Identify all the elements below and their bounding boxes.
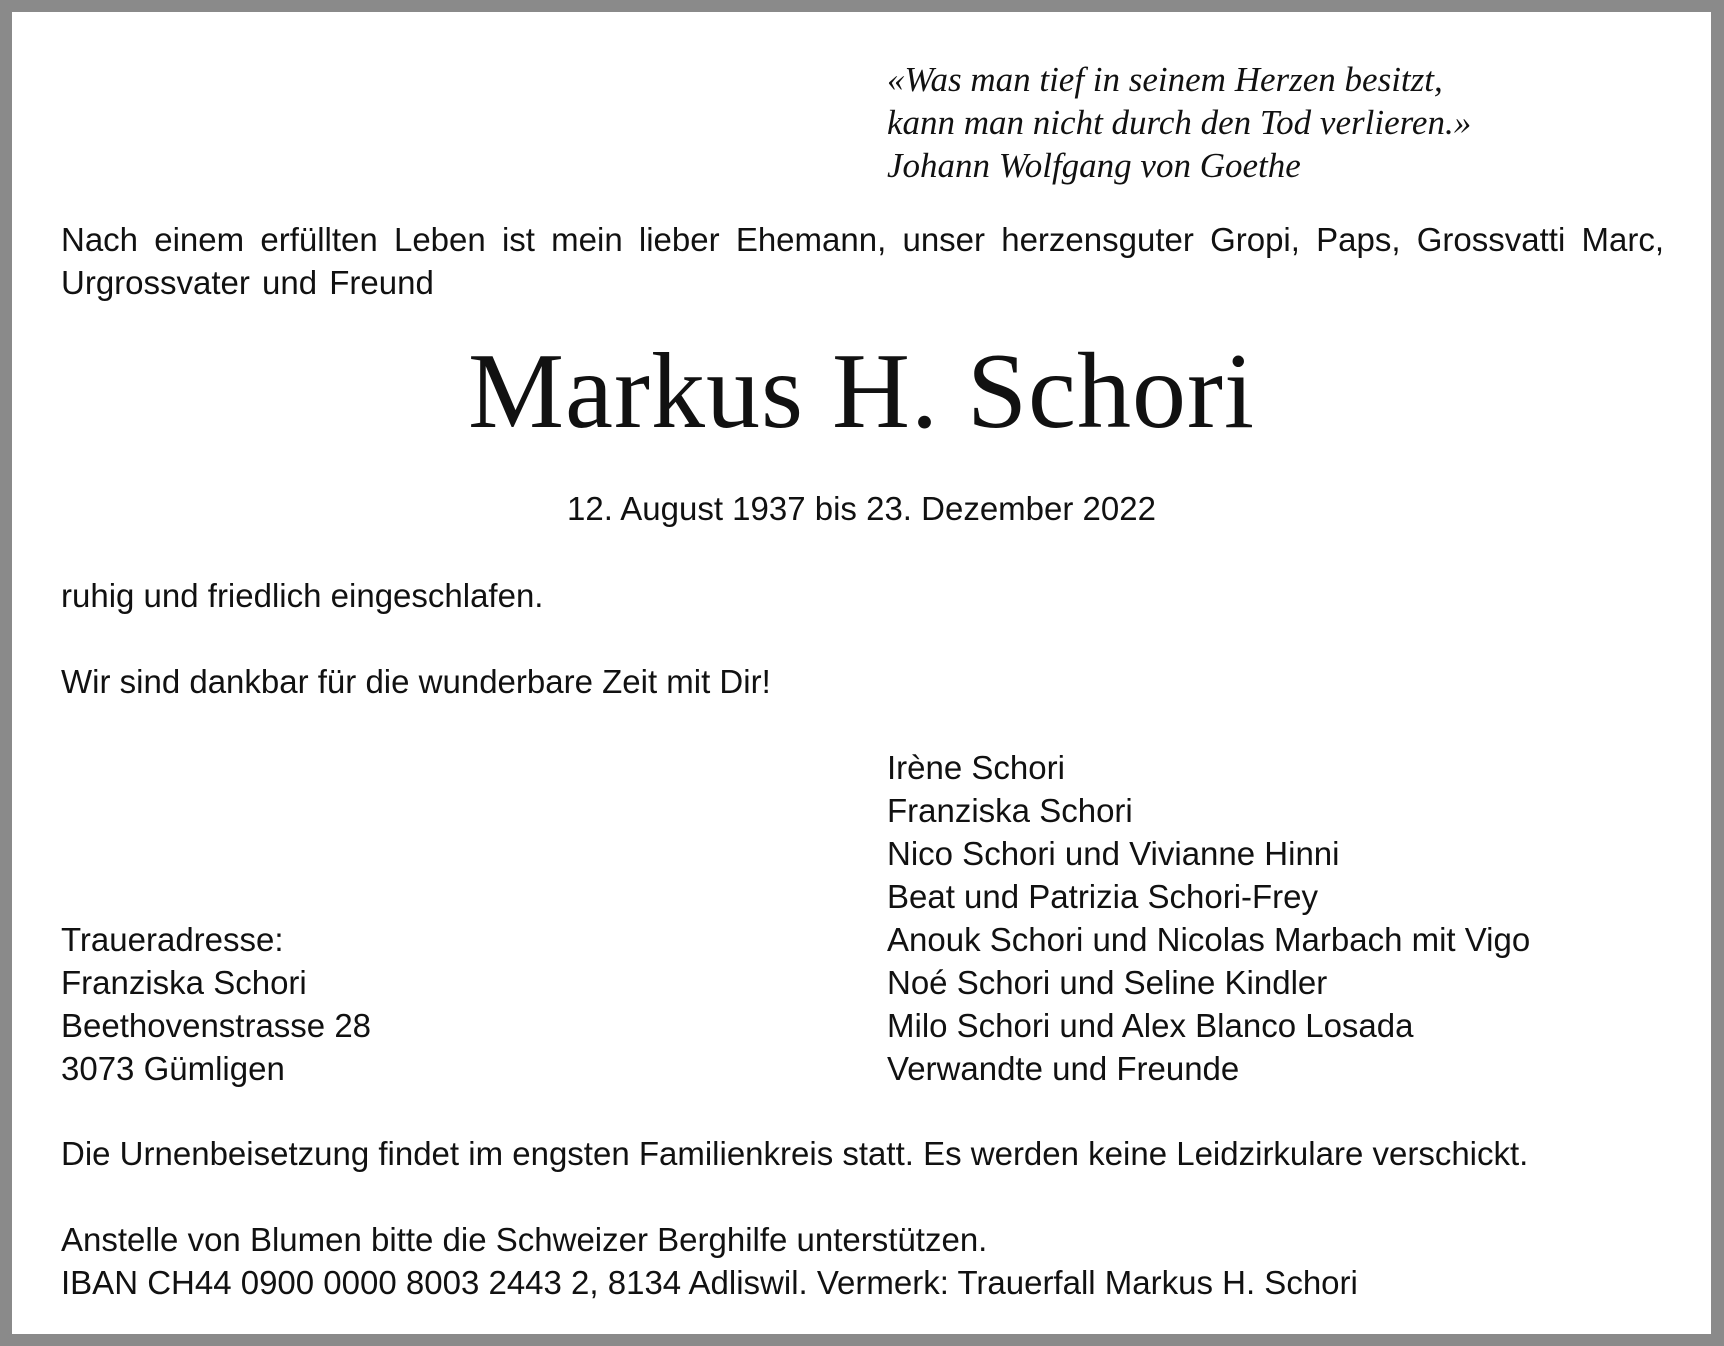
mourning-address	[61, 918, 371, 1090]
quote-author: Johann Wolfgang von Goethe	[887, 146, 1301, 185]
donation-line-2: IBAN CH44 0900 0000 8003 2443 2, 8134 Adliswil. Vermerk: Trauerfall Markus H. Schori	[61, 1264, 1358, 1301]
address-city: 3073 Gümligen	[61, 1050, 285, 1087]
passing-text: ruhig und friedlich eingeschlafen.	[61, 577, 544, 614]
mourner-item: Franziska Schori	[887, 792, 1133, 829]
life-dates: 12. August 1937 bis 23. Dezember 2022	[567, 490, 1156, 527]
donation-line-1: Anstelle von Blumen bitte die Schweizer Berghilfe unterstützen.	[61, 1221, 988, 1258]
mourner-item: Beat und Patrizia Schori-Frey	[887, 878, 1319, 915]
deceased-name: Markus H. Schori	[468, 332, 1255, 451]
goethe-quote	[887, 58, 1667, 187]
quote-line-1: «Was man tief in seinem Herzen besitzt,	[887, 60, 1443, 99]
intro-paragraph: Nach einem erfüllten Leben ist mein lieber Ehemann, unser herzensguter Gropi, Paps, Grossvatti Marc, Urgrossvater und Freund	[61, 221, 1664, 301]
mourner-item: Nico Schori und Vivianne Hinni	[887, 835, 1340, 872]
burial-note: Die Urnenbeisetzung findet im engsten Familienkreis statt. Es werden keine Leidzirkulare verschickt.	[61, 1135, 1529, 1172]
mourners-list	[887, 746, 1530, 1090]
obituary-page	[12, 12, 1711, 1334]
gratitude-text: Wir sind dankbar für die wunderbare Zeit mit Dir!	[61, 663, 771, 700]
address-name: Franziska Schori	[61, 964, 307, 1001]
mourner-item: Anouk Schori und Nicolas Marbach mit Vigo	[887, 921, 1531, 958]
address-label: Traueradresse:	[61, 921, 284, 958]
mourner-item: Irène Schori	[887, 749, 1065, 786]
mourner-item: Verwandte und Freunde	[887, 1050, 1240, 1087]
mourner-item: Noé Schori und Seline Kindler	[887, 964, 1328, 1001]
address-street: Beethovenstrasse 28	[61, 1007, 372, 1044]
mourner-item: Milo Schori und Alex Blanco Losada	[887, 1007, 1414, 1044]
quote-line-2: kann man nicht durch den Tod verlieren.»	[887, 103, 1472, 142]
